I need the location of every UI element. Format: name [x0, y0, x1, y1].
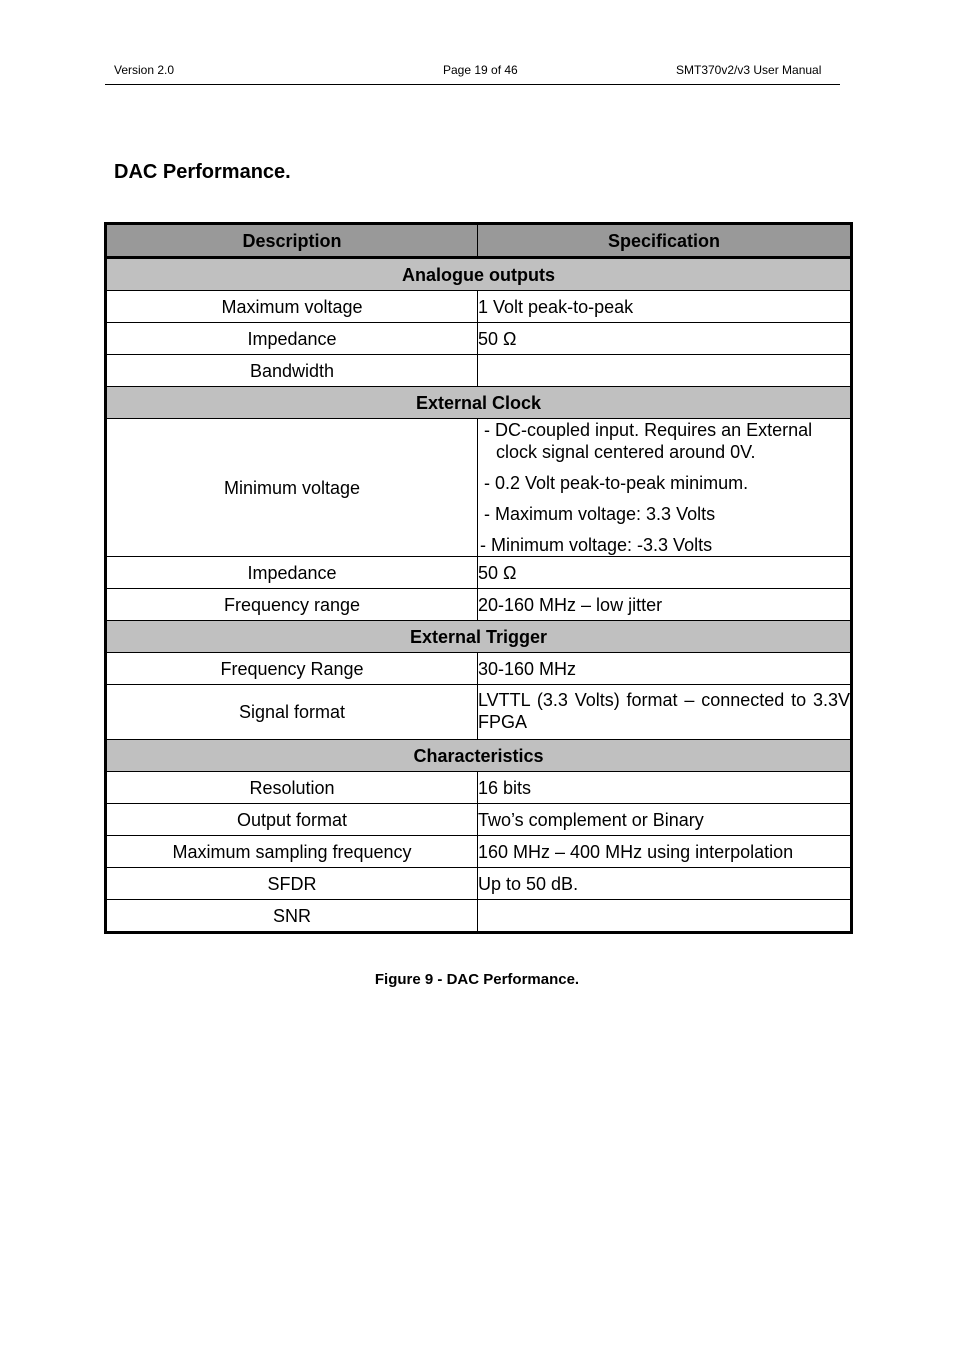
column-header-description: Description [106, 224, 478, 258]
table-row [106, 557, 852, 589]
header-page-number: Page 19 of 46 [443, 63, 518, 77]
row-specification [478, 900, 852, 933]
row-specification: 50 Ω [478, 557, 852, 589]
header-manual-title: SMT370v2/v3 User Manual [676, 63, 822, 77]
row-specification: 1 Volt peak-to-peak [478, 291, 852, 323]
row-specification: 16 bits [478, 772, 852, 804]
row-specification [478, 419, 852, 557]
table-row [106, 685, 852, 740]
row-description: Impedance [106, 323, 478, 355]
group-title: Analogue outputs [106, 258, 852, 291]
row-specification [478, 355, 852, 387]
spec-bullet: - Minimum voltage: -3.3 Volts [480, 535, 713, 555]
row-specification: 50 Ω [478, 323, 852, 355]
group-row-characteristics [106, 740, 852, 772]
group-title: External Clock [106, 387, 852, 419]
table-row [106, 868, 852, 900]
table-row [106, 589, 852, 621]
row-description: Frequency Range [106, 653, 478, 685]
row-description: Maximum voltage [106, 291, 478, 323]
table-row [106, 419, 852, 557]
row-description: Minimum voltage [106, 419, 478, 557]
row-specification: 160 MHz – 400 MHz using interpolation [478, 836, 852, 868]
spec-bullet: - 0.2 Volt peak-to-peak minimum. [484, 473, 749, 493]
row-specification: Two’s complement or Binary [478, 804, 852, 836]
group-row-external-clock [106, 387, 852, 419]
spec-bullet: - Maximum voltage: 3.3 Volts [484, 504, 716, 524]
table-row [106, 900, 852, 933]
table-row [106, 804, 852, 836]
group-title: Characteristics [106, 740, 852, 772]
row-description: Signal format [106, 685, 478, 740]
row-specification: LVTTL (3.3 Volts) format – connected to 3.3V FPGA [478, 685, 852, 740]
table-row [106, 355, 852, 387]
row-description: Resolution [106, 772, 478, 804]
table-row [106, 291, 852, 323]
table-row [106, 323, 852, 355]
table-row [106, 836, 852, 868]
table-row [106, 653, 852, 685]
row-description: Impedance [106, 557, 478, 589]
table-header-row [106, 224, 852, 258]
row-description: Maximum sampling frequency [106, 836, 478, 868]
row-description: SNR [106, 900, 478, 933]
row-description: Bandwidth [106, 355, 478, 387]
spec-bullet: - DC-coupled input. Requires an External clock signal centered around 0V. [484, 420, 813, 462]
row-description: SFDR [106, 868, 478, 900]
group-row-external-trigger [106, 621, 852, 653]
section-title: DAC Performance. [114, 161, 291, 183]
header-version: Version 2.0 [114, 63, 175, 77]
row-specification: Up to 50 dB. [478, 868, 852, 900]
row-specification: 20-160 MHz – low jitter [478, 589, 852, 621]
column-header-specification: Specification [478, 224, 852, 258]
dac-performance-table [104, 222, 853, 934]
row-description: Frequency range [106, 589, 478, 621]
row-specification: 30-160 MHz [478, 653, 852, 685]
figure-caption: Figure 9 - DAC Performance. [374, 971, 580, 988]
group-title: External Trigger [106, 621, 852, 653]
row-description: Output format [106, 804, 478, 836]
header-rule [105, 84, 840, 85]
group-row-analogue-outputs [106, 258, 852, 291]
table-row [106, 772, 852, 804]
